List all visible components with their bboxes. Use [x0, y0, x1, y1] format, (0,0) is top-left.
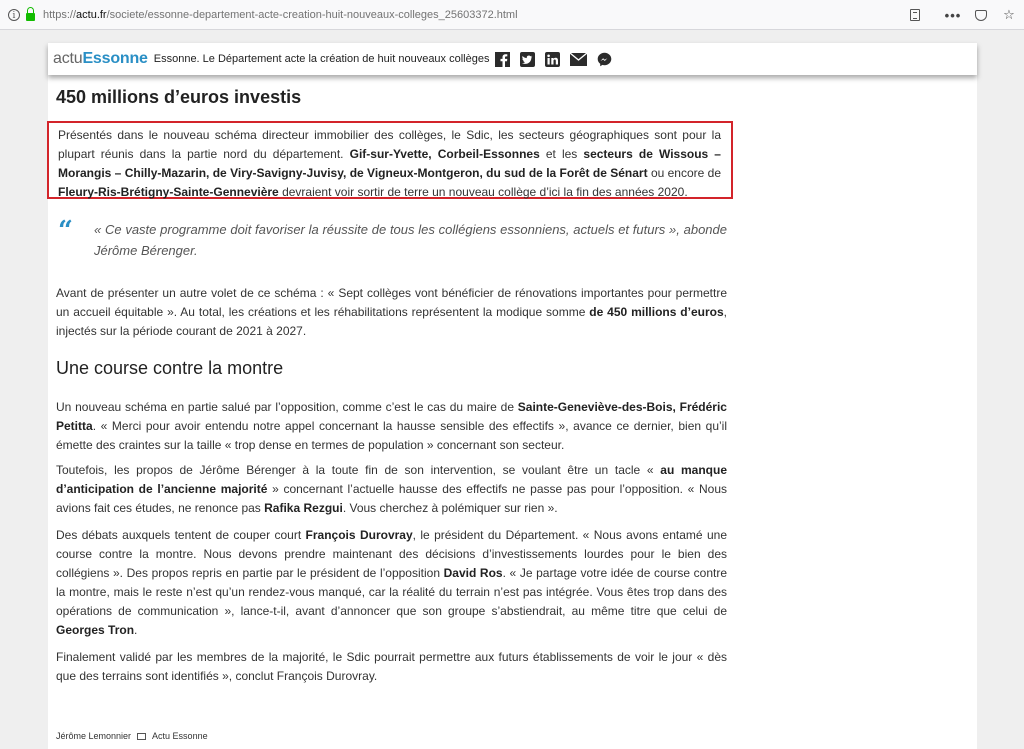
quote-text: « Ce vaste programme doit favoriser la réussite de tous les collégiens essonniens, actuels et futurs », abonde Jérôme Bérenger.: [94, 222, 727, 258]
bold-text: Georges Tron: [56, 623, 135, 637]
bold-text: David Ros: [443, 566, 503, 580]
text-run: . Vous cherchez à polémiquer sur rien ».: [342, 501, 558, 515]
paragraph-3: [56, 398, 727, 455]
messenger-icon[interactable]: [597, 52, 612, 67]
text-run: Un nouveau schéma en partie salué par l’opposition, comme c’est le cas du maire de: [56, 400, 518, 414]
pull-quote: [56, 216, 727, 261]
text-run: ou encore de: [647, 166, 722, 180]
text-run: » concernant l’actuelle hausse des effectifs ne passe pas pour l’opposition. « Nous avions fait ces études, ne renonce pas: [56, 482, 727, 515]
url-prefix: https://: [43, 8, 77, 21]
text-run: Toutefois, les propos de Jérôme Bérenger à la toute fin de son intervention, se voulant être un tacle «: [56, 463, 661, 477]
header-headline: Essonne. Le Département acte la création de huit nouveaux collèges: [153, 53, 490, 65]
text-run: , injectés sur la période courant de 2021 à 2027.: [56, 305, 727, 338]
text-run: Avant de présenter un autre volet de ce schéma : « Sept collèges vont bénéficier de rénovations importantes pour permettre un accueil équitable ». Au total, les créations et les réhabilitations représentent la modique somme: [56, 286, 727, 319]
paragraph-2-block: [56, 284, 727, 341]
paragraph-5: [56, 526, 727, 640]
text-run: , le président du Département. « Nous avons entamé une course contre la montre. Nous devons prendre maintenant des décisions d’investissements lourdes pour le bien des collégiens ». Des propos repris en partie par le président de l’opposition: [56, 528, 727, 580]
email-icon[interactable]: [570, 53, 587, 66]
text-run: Des débats auxquels tentent de couper court: [56, 528, 306, 542]
bold-text: au manque d’anticipation de l’ancienne majorité: [56, 463, 727, 496]
paragraph-4: [56, 461, 727, 518]
text-run: Finalement validé par les membres de la majorité, le Sdic pourrait permettre aux futurs établissements de voir le jour « dès que des terrains sont identifiés », conclut François Durovray.: [56, 650, 727, 683]
text-run: devraient voir sortir de terre un nouveau collège d’ici la fin des années 2020.: [278, 185, 688, 199]
bold-text: Sainte-Geneviève-des-Bois, Frédéric Petitta: [56, 400, 727, 433]
paragraph-6: [56, 648, 727, 686]
linkedin-icon[interactable]: [545, 52, 560, 67]
site-logo[interactable]: actuEssonne: [53, 50, 148, 67]
paragraph-6-block: [56, 648, 727, 686]
source-name[interactable]: Actu Essonne: [152, 731, 208, 741]
bold-text: François Durovray: [305, 528, 413, 542]
paragraph-5-block: [56, 526, 727, 640]
sticky-header: [48, 43, 977, 75]
pocket-icon[interactable]: [974, 8, 988, 22]
paragraph-1: [58, 126, 721, 202]
browser-url-bar: [0, 0, 1024, 30]
bold-text: Rafika Rezgui: [264, 501, 343, 515]
bold-text: de 450 millions d’euros: [589, 305, 724, 319]
bold-text: Fleury-Ris-Brétigny-Sainte-Gennevière: [58, 185, 279, 199]
highlighted-paragraph: [47, 121, 733, 199]
info-icon[interactable]: i: [8, 9, 20, 21]
newspaper-icon: [137, 733, 146, 740]
section-title-investment: 450 millions d’euros investis: [56, 87, 302, 107]
article-page: [48, 43, 977, 749]
more-icon[interactable]: •••: [944, 7, 962, 23]
bold-text: secteurs de Wissous – Morangis – Chilly-Mazarin, de Viry-Savigny-Juvisy, de Vigneux-Montgeron, du sud de la Forêt de Sénart: [58, 147, 721, 180]
url-host: actu.fr: [76, 8, 107, 21]
paragraph-4-block: [56, 461, 727, 518]
author-name[interactable]: Jérôme Lemonnier: [56, 731, 132, 741]
article-credits: [56, 731, 208, 741]
text-run: . « Je partage votre idée de course contre la montre, mais le reste n’est qu’un rendez-vous manqué, car la réalité du terrain n’est pas intégrée. Vous êtes trop dans des opérations de communication », lance-t-il, avant d’annoncer que son groupe s’abstiendrait, au même titre que celui de: [56, 566, 727, 618]
bookmark-star-icon[interactable]: ☆: [1003, 7, 1015, 22]
text-run: Présentés dans le nouveau schéma directeur immobilier des collèges, le Sdic, les secteurs géographiques sont pour la plupart réunis dans la partie nord du département.: [58, 128, 721, 161]
twitter-icon[interactable]: [520, 52, 535, 67]
browser-toolbar: [908, 0, 1016, 30]
text-run: et les: [539, 147, 584, 161]
url-path: /societe/essonne-departement-acte-creation-huit-nouveaux-colleges_25603372.html: [106, 8, 518, 21]
text-run: . « Merci pour avoir entendu notre appel concernant la hausse sensible des effectifs », avance ce dernier, bien qu’il émette des craintes sur la taille « trop dense en termes de population » concernant son secteur.: [56, 419, 727, 452]
bold-text: Gif-sur-Yvette, Corbeil-Essonnes: [349, 147, 540, 161]
share-bar: [495, 52, 612, 67]
text-run: .: [134, 623, 138, 637]
facebook-icon[interactable]: [495, 52, 510, 67]
address-field[interactable]: [43, 9, 518, 21]
paragraph-2: [56, 284, 727, 341]
lock-icon[interactable]: [26, 13, 35, 21]
quote-mark-icon: “: [58, 216, 73, 246]
section-title-race: Une course contre la montre: [56, 358, 284, 378]
reader-view-icon[interactable]: [908, 8, 922, 22]
paragraph-3-block: [56, 398, 727, 455]
